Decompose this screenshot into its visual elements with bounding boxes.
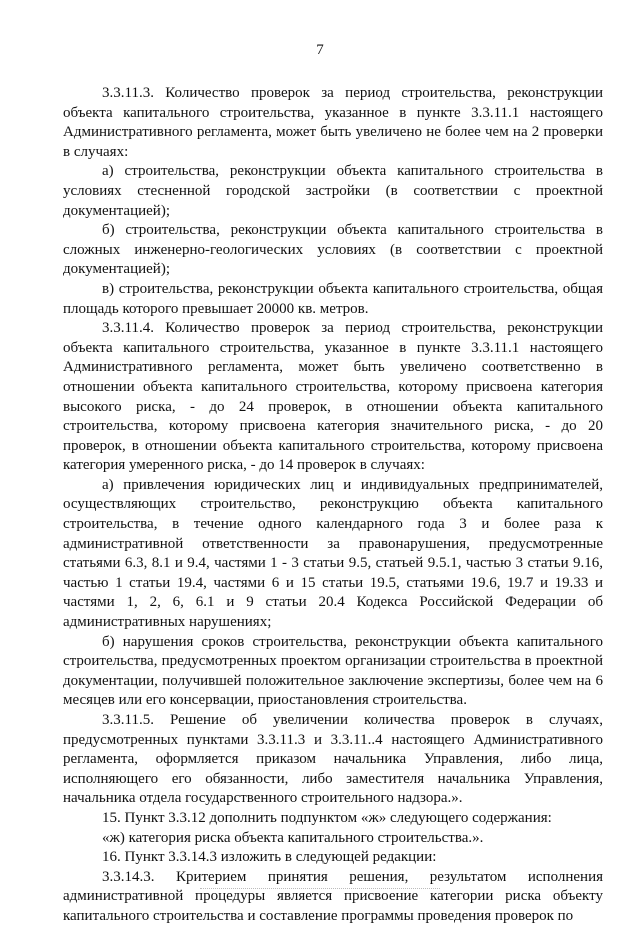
paragraph-3-3-14-3: 3.3.14.3. Критерием принятия решения, результатом исполнения административной процедуры является присвоение категории риска объекту капитального строительства и составление программы проведения проверок по [63,868,603,924]
paragraph-item-c-area: в) строительства, реконструкции объекта капитального строительства, общая площадь которого превышает 20000 кв. метров. [63,280,603,317]
document-body [63,84,603,927]
paragraph-item-a-dense-development: а) строительства, реконструкции объекта капитального строительства в условиях стесненной городской застройки (в соответствии с проектной документацией); [63,163,603,219]
footer-scan-marks [200,888,440,889]
paragraph-item-a-liability: а) привлечения юридических лиц и индивидуальных предпринимателей, осуществляющих строительство, реконструкцию объекта капитального строительства, в течение одного календарного года 3 и более раза к административной ответственности за правонарушения, предусмотренные статьями 6.3, 8.1 и 9.4, частями 1 - 3 статьи 9.5, статьей 9.5.1, частью 3 статьи 9.16, частью 1 статьи 19.4, частями 6 и 15 статьи 19.5, статьями 19.6, 19.7 и 19.33 и частями 1, 2, 6, 6.1 и 9 статьи 20.4 Кодекса Российской Федерации об административных нарушениях; [63,476,603,631]
paragraph-item-b-deadlines: б) нарушения сроков строительства, реконструкции объекта капитального строительства, предусмотренных проектом организации строительства в проектной документации, получившей положительное заключение экспертизы, более чем на 6 месяцев или его консервации, приостановления строительства. [63,633,603,709]
paragraph-3-3-11-3: 3.3.11.3. Количество проверок за период строительства, реконструкции объекта капитального строительства, указанное в пункте 3.3.11.1 настоящего Административного регламента, может быть увеличено не более чем на 2 проверки в случаях: [63,85,603,160]
paragraph-item-zh: «ж) категория риска объекта капитального строительства.». [102,829,484,846]
paragraph-3-3-11-4: 3.3.11.4. Количество проверок за период строительства, реконструкции объекта капитального строительства, указанное в пункте 3.3.11.1 настоящего Административного регламента, может быть увеличено соответственно в отношении объекта капитального строительства, которому присвоена категория высокого риска, - до 24 проверок, в отношении объекта капитального строительства, которому присвоена категория значительного риска, - до 20 проверок, в отношении объекта капитального строительства, которому присвоена категория умеренного риска, - до 14 проверок в случаях: [63,320,603,474]
paragraph-15: 15. Пункт 3.3.12 дополнить подпунктом «ж» следующего содержания: [102,809,552,826]
paragraph-3-3-11-5: 3.3.11.5. Решение об увеличении количества проверок в случаях, предусмотренных пунктами 3.3.11.3 и 3.3.11..4 настоящего Административного регламента, оформляется приказом начальника Управления, либо лица, исполняющего его обязанности, либо заместителя начальника Управления, начальника отдела государственного строительного надзора.». [63,712,603,807]
paragraph-item-b-geological-conditions: б) строительства, реконструкции объекта капитального строительства в сложных инженерно-геологических условиях (в соответствии с проектной документацией); [63,222,603,278]
paragraph-16: 16. Пункт 3.3.14.3 изложить в следующей редакции: [102,849,437,866]
page-number: 7 [316,42,324,58]
